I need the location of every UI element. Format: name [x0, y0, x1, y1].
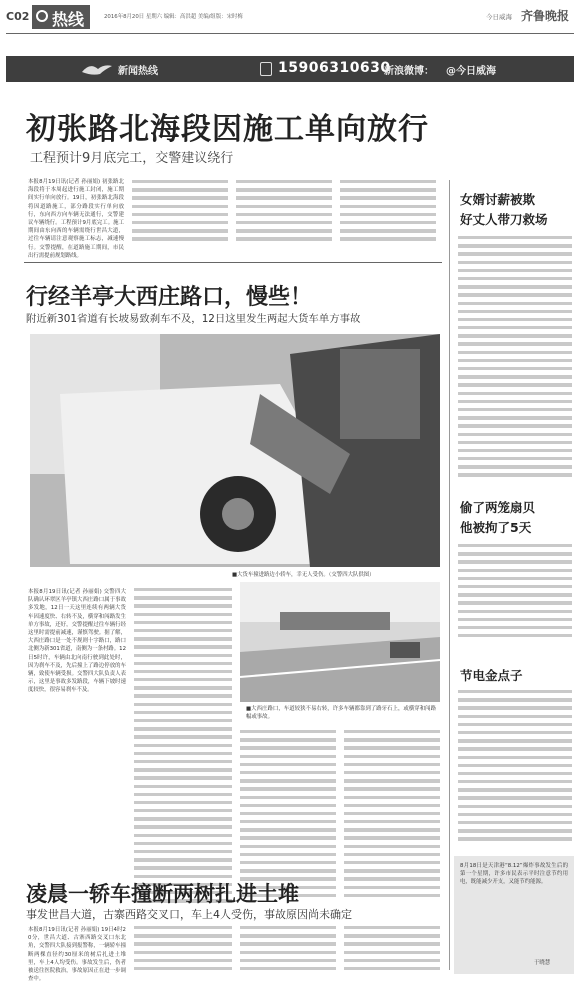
story2-headline: 行经羊亭大西庄路口，慢些！: [26, 285, 313, 310]
story3-headline: 凌晨一轿车撞断两树扎进土堆: [26, 882, 299, 906]
lead-divider: [24, 262, 442, 263]
page-code: C02: [6, 10, 30, 23]
lead-subheadline: 工程预计9月底完工，交警建议绕行: [30, 151, 234, 166]
story3-body-col4: [344, 926, 440, 976]
sidebar3-feature-text: 8月18日是天津港“8.12”爆炸事故发生后的第一个星期，许多市民表示平时注意节约用电，既能减少开支，又能节约能源。: [460, 863, 568, 886]
date-line: 2016年8月20日 星期六 编辑：高洪超 美编/组版：宋时梅: [104, 14, 243, 20]
story2-photo2: [240, 582, 440, 702]
sidebar2-title: 偷了两笼扇贝: [460, 500, 536, 515]
header-divider: [6, 33, 574, 34]
story2-body-col4b: [344, 730, 440, 908]
lead-body-col2: [132, 180, 228, 248]
banner-left-label: 新闻热线: [118, 66, 158, 77]
section-icon: [36, 10, 48, 22]
story3-body-col3: [240, 926, 336, 976]
lead-headline: 初张路北海段因施工单向放行: [26, 112, 429, 147]
weibo-handle: @今日威海: [446, 66, 496, 77]
sidebar2-body: [458, 544, 572, 648]
sidebar3-title: 节电金点子: [460, 668, 523, 683]
story2-subheadline: 附近新301省道有长坡易致刹车不及，12日这里发生两起大货车单方事故: [26, 313, 361, 325]
hotline-number: 15906310630: [278, 60, 391, 76]
paper-subtitle: 今日威海: [486, 13, 512, 21]
sidebar3-credit: 于晓慧: [534, 960, 551, 966]
sidebar1-body: [458, 236, 572, 486]
lead-body-col1: 本报8月19日讯(记者 孙丽娟) 初张路北海段将于本周起进行施工封闭，施工期间实行单向放行。19日，初张路北海段将因道路施工，部分路段实行单向放行，东向西方向车辆无法通行，交警建议车辆绕行。工程预计9月底完工。施工期间由东向西的车辆需绕行世昌大道，过往车辆请注意观察施工标志，减速慢行。交警提醒，在道路施工期间，市民出行需提前规划路线。: [28, 179, 124, 259]
sidebar-feature-box: [454, 856, 574, 974]
sidebar3-column: [458, 690, 572, 850]
story2-body-col1: 本报8月19日讯(记者 孙丽娟) 交警四大队确认环翠区羊亭镇大西庄路口属于事故多发地，12日一天这里连续有两辆大货车因速度快、右转不及，横穿和闯路发生单方事故，还好，交警提醒过往车辆行经这里时需提前减速，谨慎驾驶。据了解，大西庄路口是一处不规则十字路口，路口北侧为新301省道，南侧为一条村路。12日5时许，车辆由北向南行驶到此处时，因为刹车不及，先后撞上了路边停放的车辆，致使车辆受损。交警四大队负责人表示，这里是事故多发路段，车辆下坡时速度较快，很容易刹车不及。: [28, 589, 127, 694]
section-label: 热线: [52, 10, 85, 29]
story2-body-col2: [134, 588, 232, 908]
phone-icon: [260, 62, 272, 76]
sidebar2-subtitle: 他被拘了5天: [460, 520, 532, 535]
paper-logo: 齐鲁晚报: [521, 9, 570, 23]
sidebar1-subtitle: 好丈人带刀救场: [460, 212, 548, 227]
lead-body-col3: [236, 180, 332, 248]
story2-photo: [30, 334, 440, 567]
page-header: [0, 0, 580, 34]
sidebar1-title: 女婿讨薪被欺: [460, 192, 536, 207]
story2-caption2: ■大西庄路口，车道较狭不易右转，许多车辆都靠到了路牙石上，或横穿和闯路幅或事故。: [246, 706, 436, 721]
weibo-label: 新浪微博：: [384, 66, 434, 77]
hotline-banner: [6, 56, 574, 82]
story2-caption: ■大货车撞进路边小轿车，幸无人受伤。（交警四大队供图）: [232, 572, 375, 578]
sidebar-divider: [449, 180, 450, 970]
story3-body-col1: 本报8月19日讯(记者 孙丽娟) 19日4时20分，世昌大道、古寨西路交叉口东北角，交警四大队接到报警称，一辆轿车撞断两棵直径约30厘米的树后扎进土堆里，车上4人均受伤。事故发生后，伤者被送往医院救治，事故原因正在进一步调查中。: [28, 927, 126, 983]
story3-body-col2: [134, 926, 232, 976]
lead-body-col4: [340, 180, 436, 248]
bird-icon: [80, 60, 114, 78]
story3-subheadline: 事发世昌大道，古寨西路交叉口，车上4人受伤，事故原因尚未确定: [26, 908, 352, 921]
